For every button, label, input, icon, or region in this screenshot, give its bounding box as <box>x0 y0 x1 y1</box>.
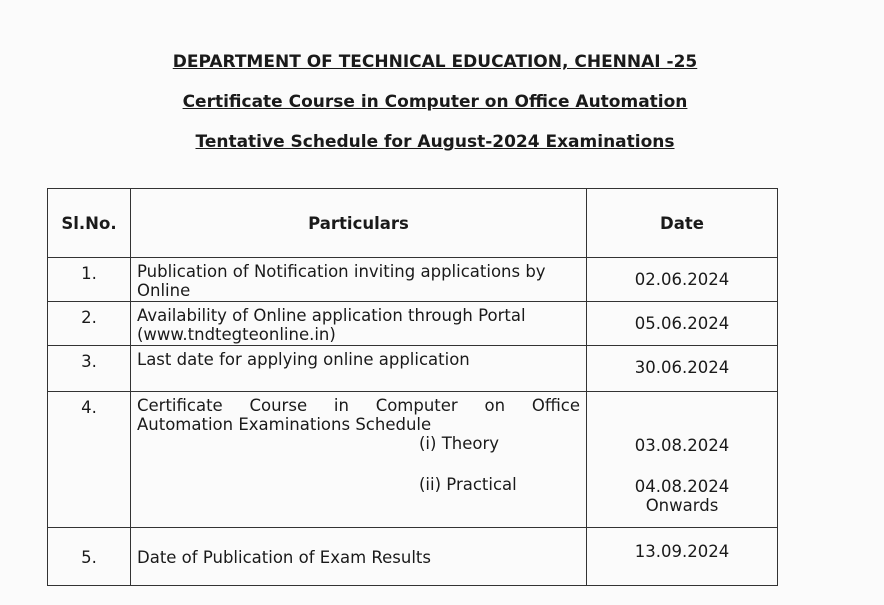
practical-date-note: Onwards <box>645 496 719 515</box>
schedule-title: Tentative Schedule for August-2024 Examinations <box>195 132 675 152</box>
table-header-row <box>48 189 778 258</box>
row-particulars <box>131 302 587 346</box>
row-particulars <box>131 258 587 302</box>
row-number: 3. <box>48 346 131 392</box>
col-slno: Sl.No. <box>48 189 131 258</box>
particulars-line: Automation Examinations Schedule <box>137 415 432 434</box>
table-row <box>48 528 778 586</box>
table-row <box>48 346 778 392</box>
row-date <box>587 392 778 528</box>
row-number: 5. <box>48 528 131 586</box>
particulars-line: Certificate Course in Computer on Office <box>137 396 580 415</box>
row-number: 4. <box>48 392 131 528</box>
practical-date: 04.08.2024 <box>634 477 730 496</box>
row-particulars: Date of Publication of Exam Results <box>131 528 587 586</box>
row-date: 05.06.2024 <box>587 302 778 346</box>
col-particulars: Particulars <box>131 189 587 258</box>
schedule-table <box>47 188 778 586</box>
row-particulars <box>131 392 587 528</box>
col-date: Date <box>587 189 778 258</box>
sub-item-practical: (ii) Practical <box>419 475 517 494</box>
row-date: 13.09.2024 <box>587 528 778 586</box>
table-row <box>48 302 778 346</box>
particulars-line: (www.tndtegteonline.in) <box>137 325 336 344</box>
row-particulars: Last date for applying online application <box>131 346 587 392</box>
particulars-line: Availability of Online application through Portal <box>137 306 526 325</box>
particulars-line: Online <box>137 281 191 300</box>
table-row <box>48 392 778 528</box>
row-date: 30.06.2024 <box>587 346 778 392</box>
sub-item-theory: (i) Theory <box>419 434 500 453</box>
department-title: DEPARTMENT OF TECHNICAL EDUCATION, CHENNAI -25 <box>172 52 698 72</box>
theory-date: 03.08.2024 <box>634 436 730 455</box>
course-title: Certificate Course in Computer on Office Automation <box>182 92 688 112</box>
particulars-line: Publication of Notification inviting applications by <box>137 262 546 281</box>
row-date: 02.06.2024 <box>587 258 778 302</box>
row-number: 1. <box>48 258 131 302</box>
table-row <box>48 258 778 302</box>
row-number: 2. <box>48 302 131 346</box>
